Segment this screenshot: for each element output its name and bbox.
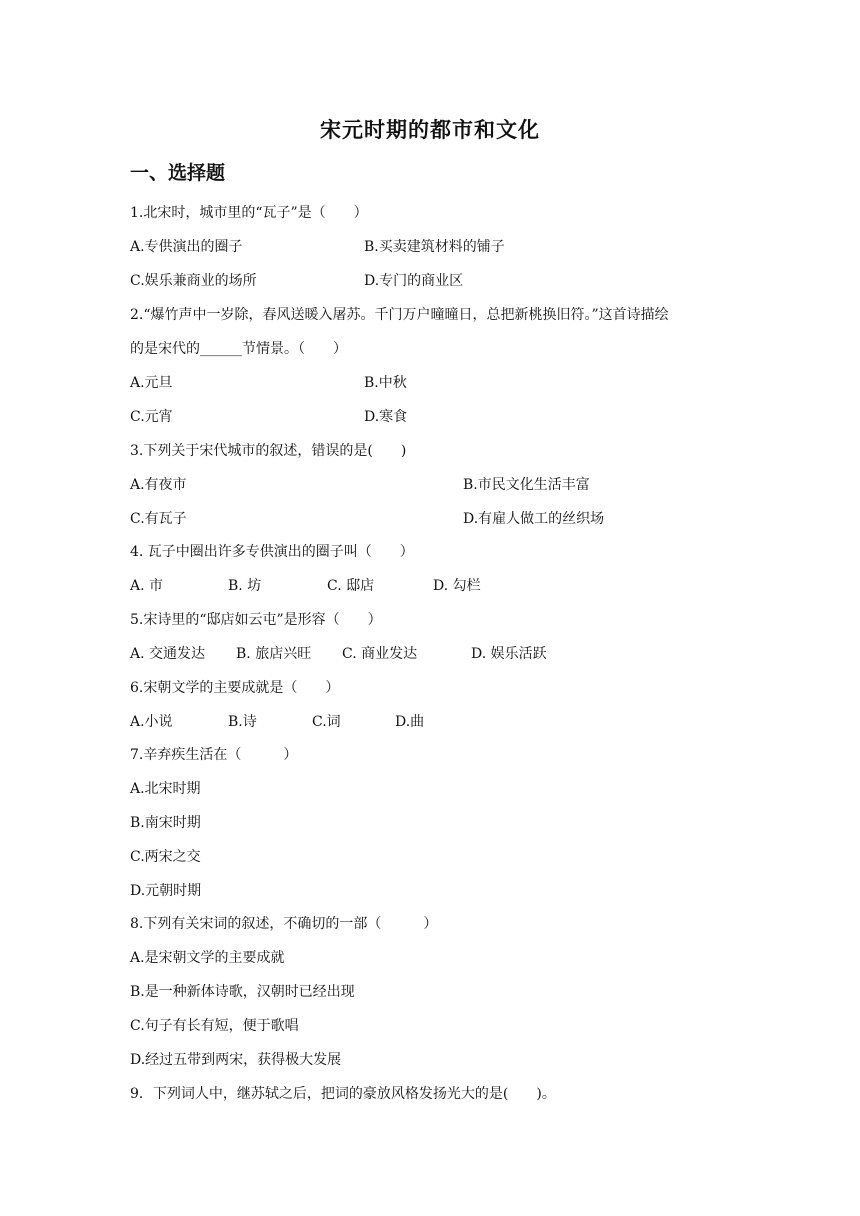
question-9-stem: 9．下列词人中，继苏轼之后，把词的豪放风格发扬光大的是( )。 (130, 1086, 556, 1102)
question-5-stem: 5.宋诗里的“邸店如云屯”是形容（ ） (130, 612, 382, 628)
question-2-stem-line-1: 2.“爆竹声中一岁除，春风送暖入屠苏。千门万户曈曈日，总把新桃换旧符。”这首诗描绘 (130, 307, 669, 323)
question-1-stem: 1.北宋时，城市里的“瓦子”是（ ） (130, 205, 368, 221)
question-6-option-d: D.曲 (395, 714, 425, 730)
question-3-option-c: C.有瓦子 (130, 511, 187, 527)
section-heading: 一、选择题 (130, 162, 226, 184)
question-6-option-b: B.诗 (228, 714, 257, 730)
question-3-option-a: A.有夜市 (130, 477, 187, 493)
question-4-option-d: D. 勾栏 (433, 578, 481, 594)
question-4-stem: 4. 瓦子中圈出许多专供演出的圈子叫（ ） (130, 544, 414, 560)
question-7-option-b: B.南宋时期 (130, 815, 201, 831)
question-3-stem: 3.下列关于宋代城市的叙述，错误的是( ) (130, 443, 407, 459)
question-8-stem: 8.下列有关宋词的叙述，不确切的一部（ ） (130, 916, 438, 932)
question-2-option-a: A.元旦 (130, 375, 173, 391)
question-4-option-c: C. 邸店 (327, 578, 375, 594)
question-8-option-c: C.句子有长有短，便于歌唱 (130, 1018, 299, 1034)
question-7-option-d: D.元朝时期 (130, 883, 202, 899)
question-7-option-c: C.两宋之交 (130, 849, 201, 865)
question-7-stem: 7.辛弃疾生活在（ ） (130, 747, 298, 763)
question-2-stem-line-2: 的是宋代的______节情景。（ ） (130, 341, 347, 357)
question-8-option-d: D.经过五带到两宋，获得极大发展 (130, 1052, 342, 1068)
question-8-option-a: A.是宋朝文学的主要成就 (130, 950, 285, 966)
question-2-option-b: B.中秋 (364, 375, 407, 391)
question-2-option-c: C.元宵 (130, 409, 173, 425)
document-title: 宋元时期的都市和文化 (320, 118, 540, 142)
question-3-option-d: D.有雇人做工的丝织场 (463, 511, 605, 527)
question-6-stem: 6.宋朝文学的主要成就是（ ） (130, 680, 340, 696)
question-4-option-a: A. 市 (130, 578, 164, 594)
question-1-option-d: D.专门的商业区 (364, 273, 464, 289)
question-1-option-a: A.专供演出的圈子 (130, 239, 243, 255)
question-4-option-b: B. 坊 (228, 578, 262, 594)
question-6-option-c: C.词 (312, 714, 341, 730)
question-6-option-a: A.小说 (130, 714, 173, 730)
question-5-option-b: B. 旅店兴旺 (236, 646, 312, 662)
question-1-option-c: C.娱乐兼商业的场所 (130, 273, 257, 289)
question-5-option-d: D. 娱乐活跃 (471, 646, 547, 662)
question-7-option-a: A.北宋时期 (130, 781, 201, 797)
question-1-option-b: B.买卖建筑材料的铺子 (364, 239, 505, 255)
question-5-option-c: C. 商业发达 (342, 646, 418, 662)
question-5-option-a: A. 交通发达 (130, 646, 206, 662)
question-2-option-d: D.寒食 (364, 409, 408, 425)
question-8-option-b: B.是一种新体诗歌，汉朝时已经出现 (130, 984, 355, 1000)
question-3-option-b: B.市民文化生活丰富 (463, 477, 590, 493)
